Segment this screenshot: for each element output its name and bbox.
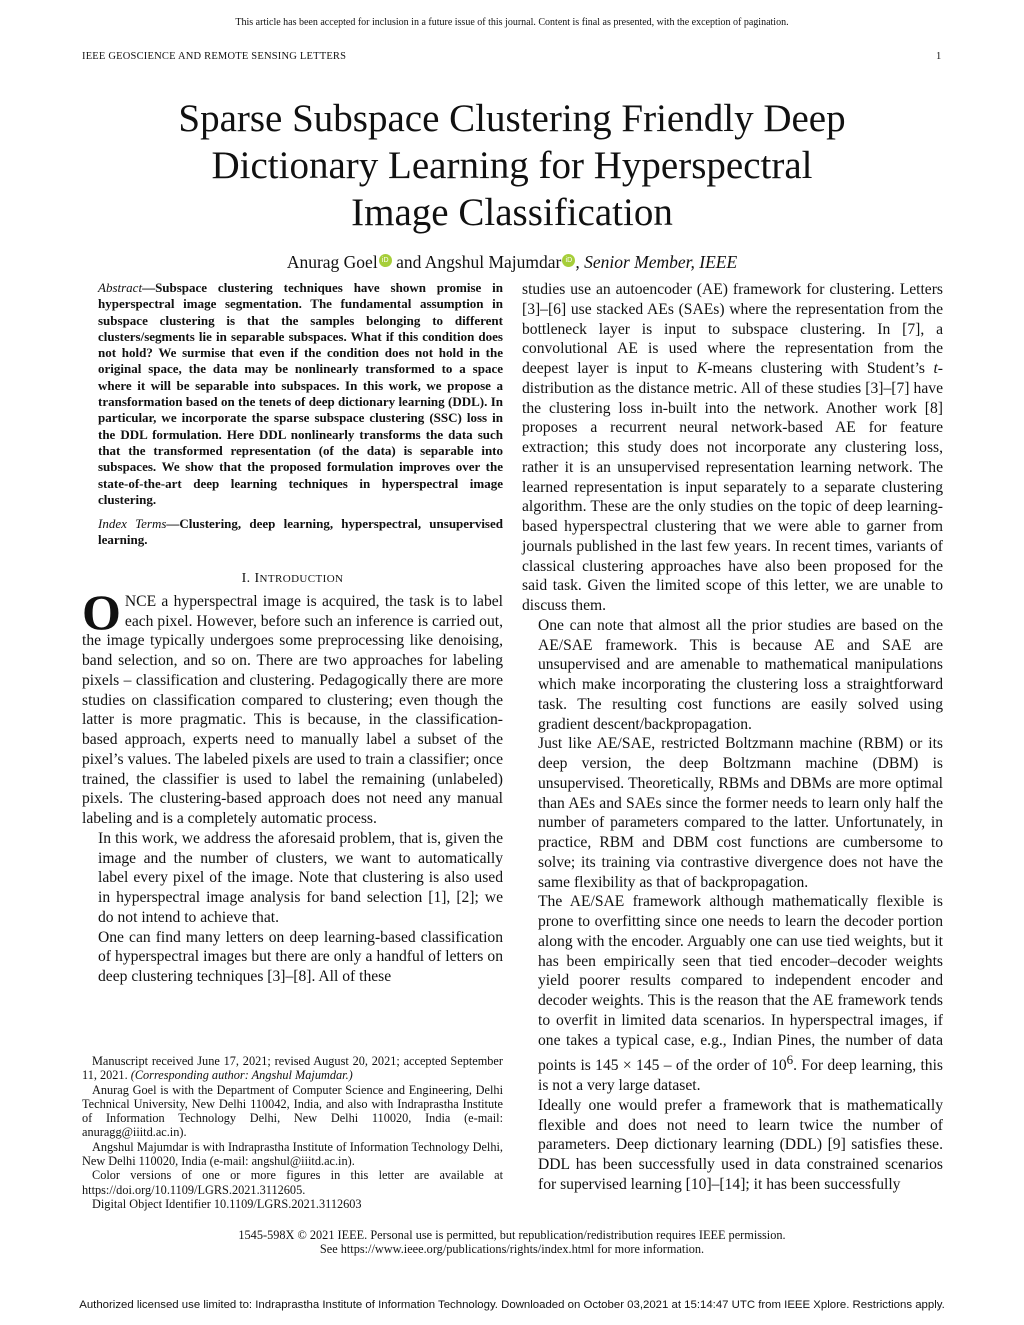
page-number: 1 xyxy=(936,51,942,62)
licence-notice: Authorized licensed use limited to: Indraprastha Institute of Information Technology. Downloaded on October 03,2021 at 15:14:47 UTC from IEEE Xplore. Restrictions apply. xyxy=(79,1299,945,1311)
intro-paragraph-3: One can find many letters on deep learning-based classification of hyperspectral images but there are only a handful of letters on deep clustering techniques [3]–[8]. All of these xyxy=(98,928,503,985)
right-paragraph-5: Ideally one would prefer a framework that is mathematically flexible and does not need to learn twice the number of parameters. Deep dictionary learning (DDL) [9] satisfies these. DDL has been successfully used in data constrained scenarios for supervised learning [10]–[14]; it has been successfully xyxy=(538,1096,943,1193)
index-terms-label: Index Terms xyxy=(98,516,167,532)
right-paragraph-1 xyxy=(522,280,943,616)
footnotes xyxy=(82,1054,503,1211)
footnote-goel: Anurag Goel is with the Department of Computer Science and Engineering, Delhi Technical University, New Delhi 110042, India, and also with Indraprastha Institute of Information Technology Delhi, New Delhi 110020, India (e-mail: anuragg@iiitd.ac.in). xyxy=(82,1082,503,1140)
left-column xyxy=(82,280,503,987)
abstract-dash: — xyxy=(142,280,156,295)
variable-t: t xyxy=(933,360,938,377)
acceptance-note: This article has been accepted for inclusion in a future issue of this journal. Content is final as presented, with the exception of pagination. xyxy=(235,17,789,28)
author-line xyxy=(0,252,1024,273)
corresponding-author: (Corresponding author: Angshul Majumdar.) xyxy=(130,1068,353,1083)
variable-k: K xyxy=(696,360,708,377)
orcid-icon[interactable]: iD xyxy=(562,254,575,267)
right-paragraph-4 xyxy=(522,892,943,1096)
right-paragraph-1-part-a: studies use an autoencoder (AE) framework for clustering. Letters [3]–[6] use stacked AEs (SAEs) where the representation from the bottleneck layer is input to subspace clustering. In [7], a convolutional AE is used where the representation from the deepest layer is input to xyxy=(522,281,943,377)
abstract-label: Abstract xyxy=(98,280,143,295)
footnote-majumdar: Angshul Majumdar is with Indraprastha Institute of Information Technology Delhi, New Delhi 110020, India (e-mail: angshul@iiitd.ac.in). xyxy=(82,1139,503,1169)
section-title-rest: NTRODUCTION xyxy=(259,572,344,585)
author-goel: Anurag Goel xyxy=(286,252,378,272)
index-terms-dash: — xyxy=(166,516,180,532)
section-heading-introduction xyxy=(82,571,503,587)
right-paragraph-2: One can note that almost all the prior studies are based on the AE/SAE framework. This is because AE and SAE are unsupervised and are amenable to mathematical manipulations which make incorporating the clustering loss a straightforward task. The resulting cost functions are easily solved using gradient descent/backpropagation. xyxy=(538,616,943,733)
right-paragraph-1-part-b: -means clustering with Student’s xyxy=(707,360,934,377)
right-column xyxy=(522,280,943,1195)
intro-paragraph-1-text: NCE a hyperspectral image is acquired, the task is to label each pixel. However, before such an inference is carried out, the image typically undergoes some preprocessing like denoising, band selection, and so on. There are two approaches for labeling pixels – classification and clustering. Pedagogically there are more studies on classification compared to clustering; even though the latter is more pragmatic. This is because, in the classification-based approach, experts need to manually label a subset of the pixel’s values. The labeled pixels are used to train a classifier; once trained, the classifier is used to label the remaining (unlabeled) pixels. The clustering-based approach does not need any manual labeling and is a completely automatic process. xyxy=(82,592,503,827)
copyright-line-1: 1545-598X © 2021 IEEE. Personal use is permitted, but republication/redistribution requires IEEE permission. xyxy=(238,1228,786,1242)
index-terms-text: Clustering, deep learning, hyperspectral, unsupervised learning. xyxy=(98,516,503,548)
footnote-received-text: Manuscript received June 17, 2021; revised August 20, 2021; accepted September 11, 2021. xyxy=(82,1054,503,1083)
journal-name: IEEE GEOSCIENCE AND REMOTE SENSING LETTERS xyxy=(82,51,347,62)
exponent: 6 xyxy=(786,1052,794,1068)
title-line-2: Dictionary Learning for Hyperspectral xyxy=(211,144,813,187)
copyright-line-2: See https://www.ieee.org/publications/rights/index.html for more information. xyxy=(319,1242,705,1256)
abstract-text: Subspace clustering techniques have shown promise in hyperspectral image segmentation. The fundamental assumption in subspace clustering is that the samples belonging to different clusters/segments lie in separable subspaces. What if this condition does not hold? We surmise that even if the condition does not hold in the original space, the data may be nonlinearly transformed to a space where it will be separable into subspaces. In this work, we propose a transformation based on the tenets of deep dictionary learning (DDL). In particular, we incorporate the sparse subspace clustering (SSC) loss in the DDL formulation. Here DDL nonlinearly transforms the data such that the transformed representation (of the data) is separable into subspaces. We show that the proposed formulation improves over the state-of-the-art deep learning techniques in hyperspectral image clustering. xyxy=(98,280,503,507)
intro-paragraph-1 xyxy=(82,583,503,829)
drop-cap: O xyxy=(82,583,121,640)
footnote-received xyxy=(82,1054,503,1083)
title-line-3: Image Classification xyxy=(351,191,673,234)
footnote-color: Color versions of one or more figures in this letter are available at https://doi.org/10.1109/LGRS.2021.3112605. xyxy=(82,1168,503,1197)
index-terms xyxy=(82,516,503,549)
section-title-cap: I xyxy=(254,570,260,586)
paper-title xyxy=(100,95,924,236)
orcid-icon[interactable]: iD xyxy=(379,254,392,267)
author-membership: , Senior Member, IEEE xyxy=(575,252,738,272)
abstract xyxy=(82,280,503,508)
section-number: I. xyxy=(241,570,255,586)
right-paragraph-4-part-a: The AE/SAE framework although mathematically flexible is prone to overfitting since one needs to learn the decoder portion along with the encoder. Arguably one can use tied weights, but it has been empirically seen that tied encoder–decoder weights yield poorer results compared to independent encoder and decoder weights. This is the reason that the AE framework tends to overfit in limited data scenarios. In hyperspectral images, if one takes a typical case, e.g., Indian Pines, the number of data points is 145 × 145 – of the order of 10 xyxy=(538,893,943,1075)
author-majumdar: and Angshul Majumdar xyxy=(396,252,562,272)
title-line-1: Sparse Subspace Clustering Friendly Deep xyxy=(178,97,846,140)
right-paragraph-3: Just like AE/SAE, restricted Boltzmann machine (RBM) or its deep version, the deep Boltzmann machine (DBM) is unsupervised. Theoretically, RBMs and DBMs are more optimal than AEs and SAEs since the former needs to learn only half the number of parameters compared to the latter. Unfortunately, in practice, RBM and DBM cost functions are cumbersome to solve; its training via contrastive divergence does not have the same flexibility as that of backpropagation. xyxy=(538,735,943,891)
right-paragraph-4-part-b: . For deep learning, this is not a very large dataset. xyxy=(538,1057,943,1095)
right-paragraph-1-part-c: -distribution as the distance metric. All of these studies [3]–[7] have the clustering loss in-built into the network. Another work [8] proposes a recurrent neural network-based AE for feature extraction; this study does not incorporate any clustering loss, rather it is an unsupervised representation learning network. The learned representation is input separately to a separate clustering algorithm. These are the only studies on the topic of deep learning-based hyperspectral clustering that we were able to garner from journals published in the last few years. In recent times, variants of classical clustering approaches have also been proposed for the said task. Given the limited scope of this letter, we are unable to discuss them. xyxy=(522,360,943,614)
intro-paragraph-2: In this work, we address the aforesaid problem, that is, given the image and the number of clusters, we want to automatically label every pixel of the image. Note that clustering is also used in hyperspectral image analysis for band selection [1], [2]; we do not intend to achieve that. xyxy=(98,829,503,926)
footnote-doi: Digital Object Identifier 10.1109/LGRS.2021.3112603 xyxy=(92,1196,362,1211)
